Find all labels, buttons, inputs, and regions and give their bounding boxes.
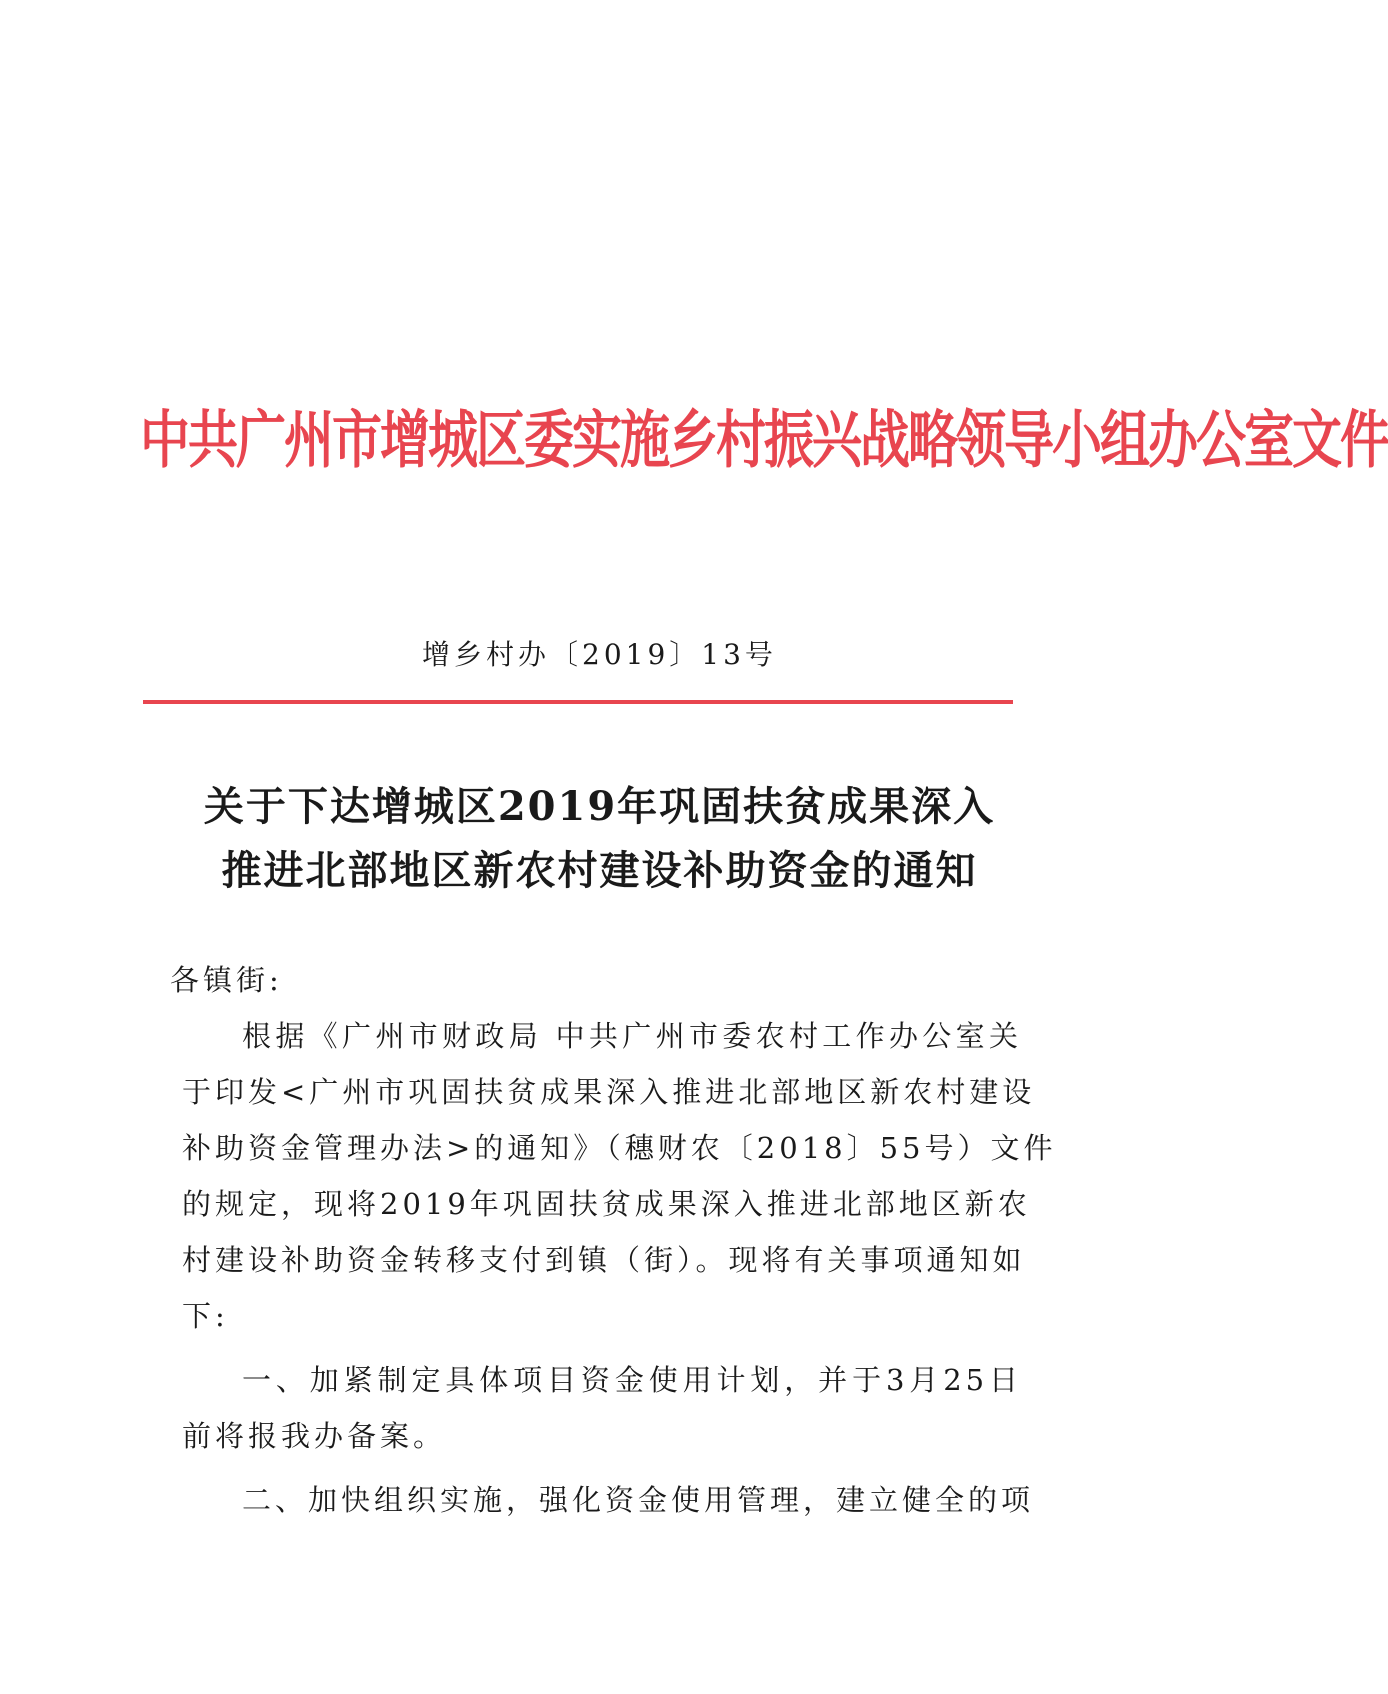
notice-title-line-2: 推进北部地区新农村建设补助资金的通知 — [221, 847, 978, 894]
paragraph-1 — [182, 1008, 1057, 1344]
paragraph-1-line: 下: — [182, 1299, 229, 1333]
paragraph-1-line: 村建设补助资金转移支付到镇（街）。现将有关事项通知如 — [182, 1243, 1026, 1277]
notice-title — [0, 775, 1199, 903]
notice-body — [170, 952, 1057, 1528]
notice-title-line-1: 关于下达增城区2019年巩固扶贫成果深入 — [203, 783, 996, 830]
issuing-authority-header: 中共广州市增城区委实施乡村振兴战略领导小组办公室文件 — [140, 403, 1388, 477]
paragraph-1-line: 于印发<广州市巩固扶贫成果深入推进北部地区新农村建设 — [182, 1075, 1036, 1109]
document-number: 增乡村办〔2019〕13号 — [422, 638, 777, 671]
salutation: 各镇街: — [170, 963, 283, 997]
item-2-line: 二、加快组织实施，强化资金使用管理，建立健全的项 — [242, 1483, 1035, 1517]
paragraph-1-line: 的规定，现将2019年巩固扶贫成果深入推进北部地区新农 — [182, 1187, 1031, 1221]
item-1 — [182, 1352, 1022, 1464]
item-1-line: 一、加紧制定具体项目资金使用计划，并于3月25日 — [242, 1363, 1022, 1397]
item-2 — [182, 1472, 1035, 1528]
paragraph-1-line: 补助资金管理办法>的通知》（穗财农〔2018〕55号）文件 — [182, 1131, 1057, 1165]
paragraph-1-line: 根据《广州市财政局 中共广州市委农村工作办公室关 — [242, 1019, 1022, 1053]
red-divider-line — [143, 700, 1013, 704]
item-1-line: 前将报我办备案。 — [182, 1419, 447, 1453]
